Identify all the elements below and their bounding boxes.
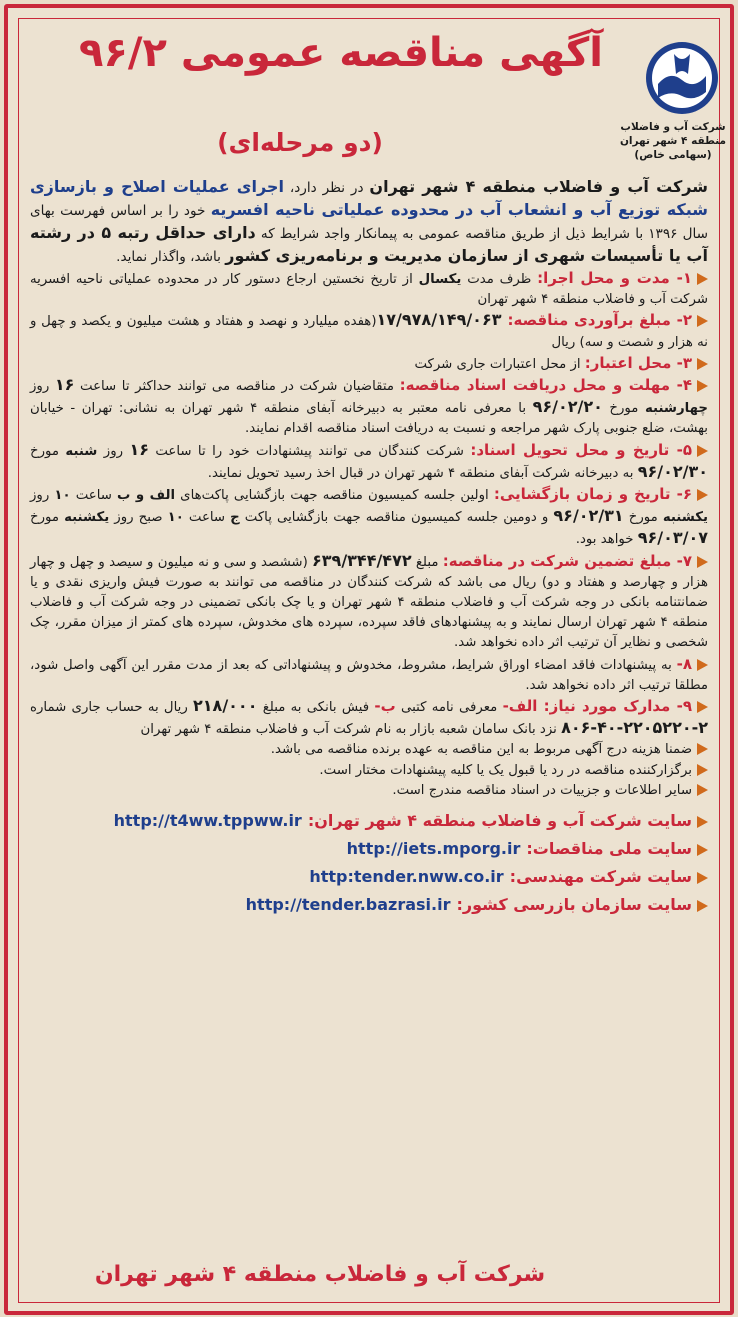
item-title: ۱- مدت و محل اجرا: — [537, 269, 692, 287]
item-text: مورخ — [30, 443, 66, 459]
item-text: متقاضیان شرکت در مناقصه می توانند حداکثر تا ساعت — [74, 379, 400, 395]
item-text: مبلغ — [411, 554, 443, 570]
item-date: ۹۶/۰۲/۳۱ — [553, 506, 624, 526]
logo-line-1: شرکت آب و فاضلاب — [620, 121, 726, 133]
item-date: ۹۶/۰۲/۳۰ — [637, 461, 708, 481]
website-label: سایت شرکت مهندسی: — [509, 867, 692, 887]
website-item — [30, 863, 708, 891]
logo-line-3: (سهامی خاص) — [634, 149, 712, 161]
website-url[interactable]: http://t4ww.tppww.ir — [113, 811, 302, 831]
item-text: به دبیرخانه شرکت آبفای منطقه ۴ شهر تهران در قبال اخذ رسید تحویل نمایند. — [207, 465, 638, 481]
note-item — [30, 740, 708, 760]
water-drop-logo-icon — [644, 40, 720, 116]
bullet-arrow-icon — [697, 489, 708, 501]
website-label: سایت ملی مناقصات: — [526, 839, 692, 859]
bullet-arrow-icon — [697, 659, 708, 671]
item-text: نزد بانک سامان شعبه بازار به نام شرکت آب و فاضلاب منطقه ۴ شهر تهران — [140, 722, 562, 738]
intro-requirement: دارای حداقل رتبه ۵ در رشته آب یا تأسیسات شهری از سازمان مدیریت و برنامه‌ریزی کشور — [30, 223, 708, 265]
item-emphasis: یکسال — [418, 272, 462, 287]
bullet-arrow-icon — [697, 380, 708, 392]
item-text: خواهد بود. — [575, 532, 638, 548]
list-item — [30, 440, 708, 484]
note-text: ضمنا هزینه درج آگهی مربوط به این مناقصه به عهده برنده مناقصه می باشد. — [270, 742, 692, 758]
bullet-arrow-icon — [697, 784, 708, 796]
bullet-arrow-icon — [697, 315, 708, 327]
bullet-arrow-icon — [697, 844, 708, 856]
item-text: مورخ — [623, 510, 663, 526]
website-item — [30, 891, 708, 919]
list-item — [30, 696, 708, 740]
note-text: سایر اطلاعات و جزییات در اسناد مناقصه مندرج است. — [392, 782, 692, 798]
item-text: معرفی نامه کتبی — [395, 700, 503, 716]
page-title: آگهی مناقصه عمومی ۹۶/۲ — [79, 30, 603, 76]
guarantee-amount: ۶۳۹/۳۴۴/۴۷۲ — [312, 550, 412, 570]
item-title: ۹- مدارک مورد نیاز: الف- — [502, 697, 692, 716]
intro-text-2: خود را بر اساس فهرست بهای سال ۱۳۹۶ با شرایط ذیل از طریق مناقصه عمومی به پیمانکار واجد شرایط که — [30, 203, 709, 242]
item-text: (هفده میلیارد و نهصد و هفتاد و هشت میلیون و یکصد و چهل و نه هزار و شصت و سه) ریال — [30, 314, 708, 350]
item-date: ۹۶/۰۲/۲۰ — [532, 397, 603, 417]
bullet-arrow-icon — [697, 445, 708, 457]
item-emphasis: یکشنبه — [662, 510, 708, 526]
website-url[interactable]: http:tender.nww.co.ir — [309, 867, 504, 887]
list-item — [30, 551, 708, 654]
bullet-arrow-icon — [697, 701, 708, 713]
item-text: ظرف مدت — [461, 272, 538, 287]
fee-amount: ۲۱۸/۰۰۰ — [193, 696, 258, 716]
bullet-arrow-icon — [697, 273, 708, 285]
bullet-arrow-icon — [697, 764, 708, 776]
item-date: ۹۶/۰۳/۰۷ — [637, 528, 708, 548]
item-title: ۳- محل اعتبار: — [584, 353, 692, 372]
item-emphasis: شنبه — [65, 443, 98, 459]
item-title: ۸- — [676, 654, 692, 673]
item-emphasis: ج — [230, 510, 240, 526]
website-item — [30, 807, 708, 835]
item-title: ۵- تاریخ و محل تحویل اسناد: — [470, 440, 692, 459]
list-item — [30, 353, 708, 375]
item-text: از تاریخ نخستین ارجاع دستور کار در محدوده عملیاتی ناحیه افسریه شرکت آب و فاضلاب منطقه ۴ شهر تهران — [30, 272, 708, 308]
bullet-arrow-icon — [697, 743, 708, 755]
website-url[interactable]: http://tender.bazrasi.ir — [245, 895, 451, 915]
ad-body — [30, 176, 708, 919]
intro-text-3: باشد، واگذار نماید. — [116, 249, 226, 265]
note-text: برگزارکننده مناقصه در رد یا قبول یک یا کلیه پیشنهادات مختار است. — [319, 762, 692, 778]
item-text: شرکت کنندگان می توانند پیشنهادات خود را تا ساعت — [148, 443, 471, 459]
item-text: ساعت — [70, 488, 118, 504]
item-emphasis: ۱۰ — [54, 488, 71, 504]
item-text: ساعت — [183, 510, 231, 526]
website-label: سایت سازمان بازرسی کشور: — [456, 895, 692, 915]
item-title: ۷- مبلغ تضمین شرکت در مناقصه: — [442, 551, 692, 570]
bullet-arrow-icon — [697, 900, 708, 912]
item-title: ۴- مهلت و محل دریافت اسناد مناقصه: — [399, 376, 692, 395]
intro-paragraph — [30, 176, 708, 268]
item-text: روز — [30, 379, 55, 395]
estimate-amount: ۱۷/۹۷۸/۱۴۹/۰۶۳ — [376, 310, 508, 330]
list-item — [30, 375, 708, 440]
item-emphasis: الف و ب — [117, 488, 176, 504]
logo-line-2: منطقه ۴ شهر تهران — [619, 135, 727, 147]
logo-caption — [618, 120, 728, 162]
intro-company: شرکت آب و فاضلاب منطقه ۴ شهر تهران — [369, 177, 708, 196]
intro-text-1: در نظر دارد، — [283, 180, 370, 196]
item-text: اولین جلسه کمیسیون مناقصه جهت بازگشایی پاکت‌های — [175, 488, 494, 504]
item-text: از محل اعتبارات جاری شرکت — [414, 356, 585, 372]
list-item — [30, 310, 708, 352]
footer-signature: شرکت آب و فاضلاب منطقه ۴ شهر تهران — [94, 1262, 546, 1287]
item-title: ۶- تاریخ و زمان بازگشایی: — [493, 485, 692, 504]
website-url[interactable]: http://iets.mporg.ir — [346, 839, 521, 859]
item-text: و دومین جلسه کمیسیون مناقصه جهت بازگشایی پاکت — [239, 510, 554, 526]
website-item — [30, 835, 708, 863]
intro-project: اجرای عملیات اصلاح و بازسازی شبکه توزیع آب و انشعاب آب در محدوده عملیاتی ناحیه افسریه — [30, 177, 708, 219]
item-title: ۲- مبلغ برآوردی مناقصه: — [507, 311, 692, 330]
list-item — [30, 654, 708, 696]
item-text: ریال به حساب جاری شماره — [30, 700, 194, 716]
note-item — [30, 761, 708, 781]
item-text: مورخ — [602, 401, 645, 417]
list-item — [30, 484, 708, 551]
note-item — [30, 781, 708, 801]
item-text: به پیشنهادات فاقد امضاء اوراق شرایط، مشروط، مخدوش و پیشنهاداتی که بعد از مدت مقرر این آگهی واصل شود، مطلقا ترتیب اثر داده نخواهد شد. — [30, 657, 708, 693]
bullet-arrow-icon — [697, 872, 708, 884]
bullet-arrow-icon — [697, 556, 708, 568]
bullet-arrow-icon — [697, 358, 708, 370]
item-text: (ششصد و سی و نه میلیون و سیصد و چهل و چهار هزار و چهارصد و هفتاد و دو) ریال می باشد که شرکت کنندگان در مناقصه می توانند به صورت فیش واریزی نقدی و یا ضمانتنامه بانکی در وجه شرکت آب و فاضلاب منطقه ۴ شهر تهران و یا چک بانکی تضمینی در وجه شرکت آب و فاضلاب منطقه ۴ شهر تهران ارسال نمایند و به پیشنهادهای فاقد سپرده، سپرده های مخدوش، سپرده های کمتر از میزان مقرر، چک شخصی و نظایر آن ترتیب اثر داده نخواهد شد. — [30, 554, 708, 651]
list-item — [30, 268, 708, 310]
item-emphasis: ۱۶ — [54, 375, 75, 395]
item-emphasis: ۱۶ — [129, 439, 149, 459]
item-subtitle: ب- — [374, 697, 396, 716]
website-list — [30, 807, 708, 919]
bullet-arrow-icon — [697, 816, 708, 828]
item-text: مورخ — [30, 510, 65, 526]
item-emphasis: ۱۰ — [167, 510, 184, 526]
item-emphasis: چهارشنبه — [644, 401, 708, 417]
website-label: سایت شرکت آب و فاضلاب منطقه ۴ شهر تهران: — [307, 811, 692, 831]
account-number: ۲-۲۲۰۵۲۲۰-۴۰-۸۰۶ — [561, 718, 708, 738]
item-text: فیش بانکی به مبلغ — [257, 700, 375, 716]
page-subtitle: (دو مرحله‌ای) — [217, 128, 383, 157]
item-text: با معرفی نامه معتبر به دبیرخانه آبفای منطقه ۴ شهر تهران به نشانی: تهران - خیابان بهشت، ضلع جنوبی پارک شهر مراجعه و نسبت به دریافت اسناد مناقصه اقدام نمایند. — [30, 401, 708, 437]
item-emphasis: یکشنبه — [64, 510, 110, 526]
item-text: صبح روز — [109, 510, 168, 526]
item-text: روز — [30, 488, 55, 504]
item-text: روز — [97, 443, 130, 459]
